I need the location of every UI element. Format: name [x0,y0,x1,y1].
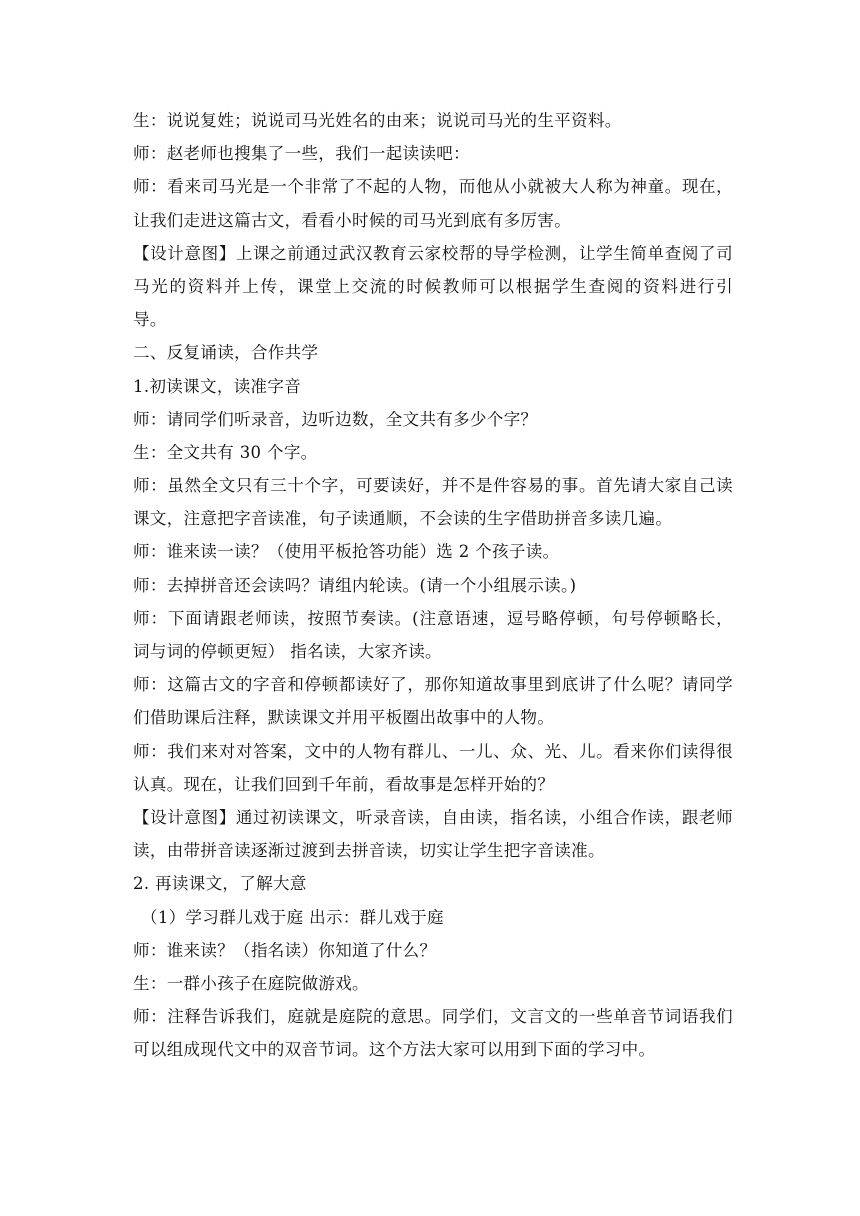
document-body [133,104,733,1066]
text-line: 师：请同学们听录音，边听边数，全文共有多少个字？ [133,409,538,429]
text-line: 【设计意图】上课之前通过武汉教育云家校帮的导学检测，让学生简单查阅了司 [133,243,733,263]
text-line: 马光的资料并上传，课堂上交流的时候教师可以根据学生查阅的资料进行引 [133,276,733,296]
text-line: 师：这篇古文的字音和停顿都读好了，那你知道故事里到底讲了什么呢？请同学 [133,675,733,695]
text-line: 导。 [133,310,167,330]
text-line: 认真。现在，让我们回到千年前，看故事是怎样开始的？ [133,774,555,794]
text-line: 师：看来司马光是一个非常了不起的人物，而他从小就被大人称为神童。现在， [133,177,733,197]
text-line: 生：一群小孩子在庭院做游戏。 [133,973,369,993]
text-line: 师：谁来读？（指名读）你知道了什么？ [133,940,437,960]
text-line: 二、反复诵读，合作共学 [133,343,319,363]
text-line: 【设计意图】通过初读课文，听录音读，自由读，指名读，小组合作读，跟老师 [133,807,733,827]
text-line: 课文，注意把字音读准，句子读通顺，不会读的生字借助拼音多读几遍。 [133,509,673,529]
text-line: 师：下面请跟老师读，按照节奏读。(注意语速，逗号略停顿，句号停顿略长， [133,608,733,628]
text-line: 生：说说复姓；说说司马光姓名的由来；说说司马光的生平资料。 [133,111,622,130]
text-line: 1.初读课文，读准字音 [133,376,302,396]
text-line: 师：赵老师也搜集了一些，我们一起读读吧： [133,144,470,164]
text-line: 2. 再读课文，了解大意 [133,874,307,894]
text-line: 可以组成现代文中的双音节词。这个方法大家可以用到下面的学习中。 [133,1040,656,1060]
text-line: 师：去掉拼音还会读吗？请组内轮读。(请一个小组展示读。) [133,575,577,595]
text-line: 读，由带拼音读逐渐过渡到去拼音读，切实让学生把字音读准。 [133,841,605,861]
text-line: 师：注释告诉我们，庭就是庭院的意思。同学们，文言文的一些单音节词语我们 [133,1007,733,1027]
text-line: 词与词的停顿更短） 指名读，大家齐读。 [133,642,442,661]
text-line: （1）学习群儿戏于庭 出示：群儿戏于庭 [141,907,444,927]
text-line: 生：全文共有 30 个字。 [133,442,318,462]
text-line: 师：我们来对对答案，文中的人物有群儿、一儿、众、光、儿。看来你们读得很 [133,741,733,761]
text-line: 师：谁来读一读？（使用平板抢答功能）选 2 个孩子读。 [133,542,560,562]
text-line: 让我们走进这篇古文，看看小时候的司马光到底有多厉害。 [133,210,572,230]
text-line: 们借助课后注释，默读课文并用平板圈出故事中的人物。 [133,708,555,728]
text-line: 师：虽然全文只有三十个字，可要读好，并不是件容易的事。首先请大家自己读 [133,476,733,496]
